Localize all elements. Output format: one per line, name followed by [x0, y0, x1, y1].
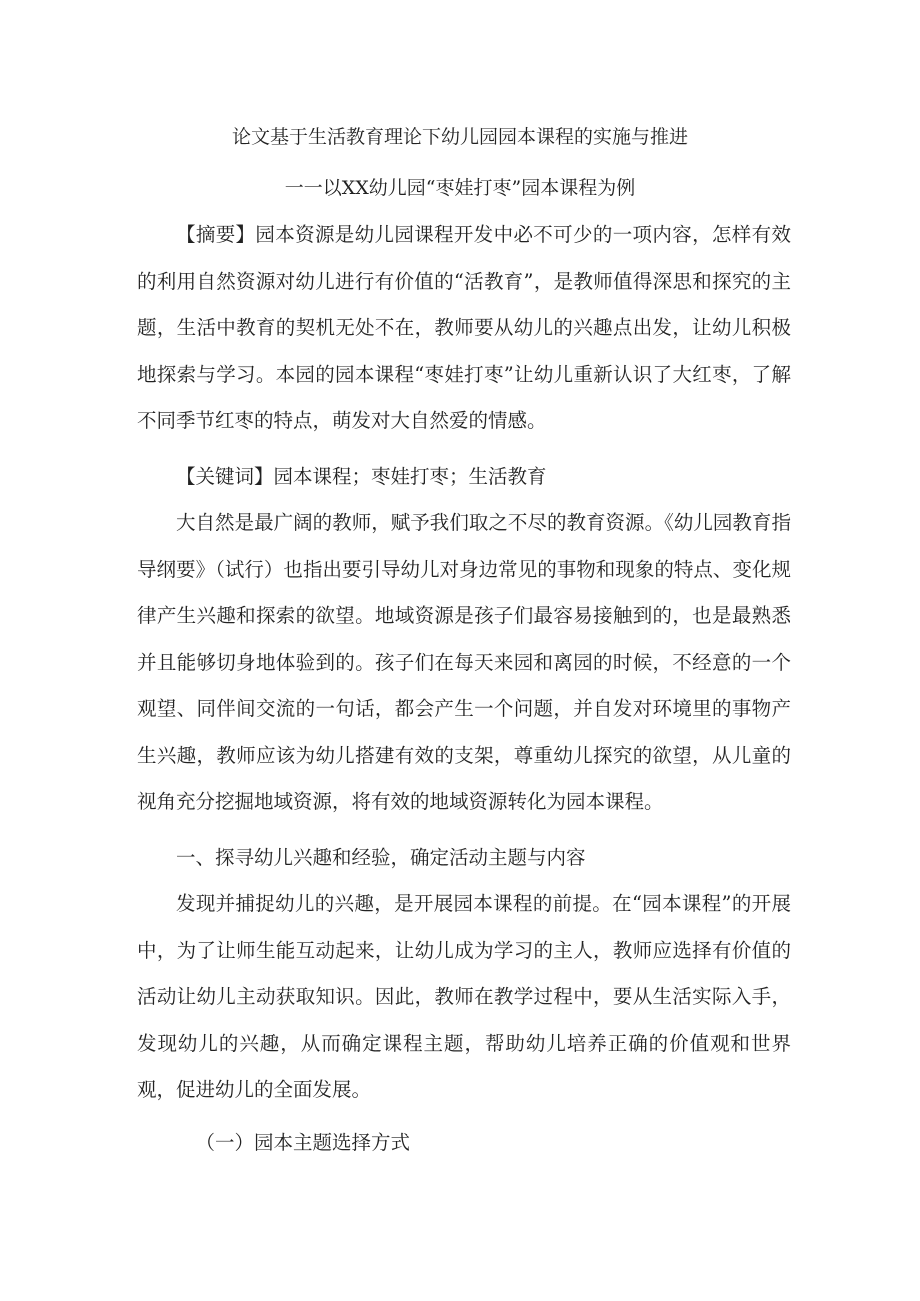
intro-paragraph: 大自然是最广阔的教师，赋予我们取之不尽的教育资源。《幼儿园教育指导纲要》（试行）也指出要引导幼儿对身边常见的事物和现象的特点、变化规律产生兴趣和探索的欲望。地域资源是孩子们最容易接触到的，也是最熟悉并且能够切身地体验到的。孩子们在每天来园和离园的时候，不经意的一个观望、同伴间交流的一句话，都会产生一个问题，并自发对环境里的事物产生兴趣，教师应该为幼儿搭建有效的支架，尊重幼儿探究的欲望，从儿童的视角充分挖掘地域资源，将有效的地域资源转化为园本课程。 [137, 511, 791, 813]
abstract-paragraph: 【摘要】园本资源是幼儿园课程开发中必不可少的一项内容，怎样有效的利用自然资源对幼儿进行有价值的“活教育”，是教师值得深思和探究的主题，生活中教育的契机无处不在，教师要从幼儿的兴趣点出发，让幼儿积极地探索与学习。本园的园本课程“枣娃打枣”让幼儿重新认识了大红枣，了解不同季节红枣的特点，萌发对大自然爱的情感。 [137, 223, 791, 432]
section-body-paragraph: 发现并捕捉幼儿的兴趣，是开展园本课程的前提。在“园本课程”的开展中，为了让师生能互动起来，让幼儿成为学习的主人，教师应选择有价值的活动让幼儿主动获取知识。因此，教师在教学过程中，要从生活实际入手，发现幼儿的兴趣，从而确定课程主题，帮助幼儿培养正确的价值观和世界观，促进幼儿的全面发展。 [137, 892, 791, 1101]
subsection-heading: （一）园本主题选择方式 [195, 1131, 411, 1154]
paper-subtitle: 一一以XX幼儿园“枣娃打枣”园本课程为例 [284, 177, 636, 199]
section-heading: 一、探寻幼儿兴趣和经验，确定活动主题与内容 [176, 846, 586, 869]
paper-title: 论文基于生活教育理论下幼儿园园本课程的实施与推进 [231, 126, 688, 148]
keywords-paragraph: 【关键词】园本课程；枣娃打枣；生活教育 [176, 465, 547, 488]
